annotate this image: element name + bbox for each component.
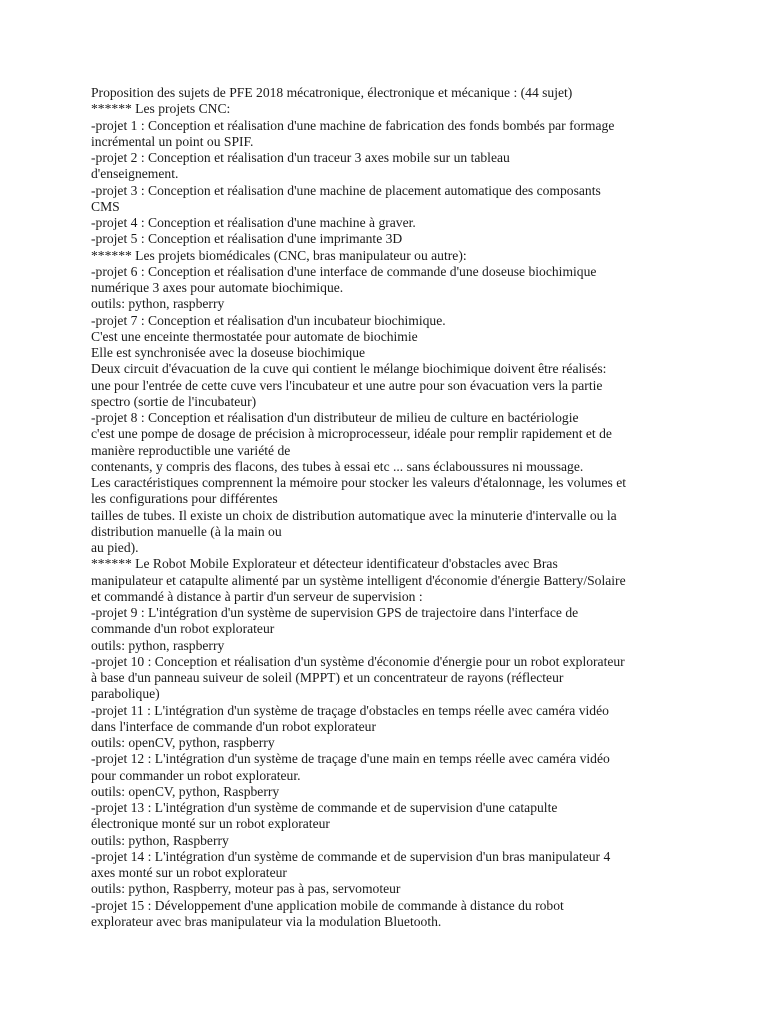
text-line: outils: python, Raspberry <box>91 832 229 848</box>
text-line: CMS <box>91 198 120 214</box>
text-line: outils: python, raspberry <box>91 637 225 653</box>
text-line: -projet 10 : Conception et réalisation d'un système d'économie d'énergie pour un robot explorateur <box>91 653 625 669</box>
text-line: électronique monté sur un robot explorateur <box>91 816 330 832</box>
text-line: -projet 8 : Conception et réalisation d'un distributeur de milieu de culture en bactériologie <box>91 410 579 425</box>
text-line: une pour l'entrée de cette cuve vers l'incubateur et une autre pour son évacuation vers la partie <box>91 377 603 393</box>
text-line: Les caractéristiques comprennent la mémoire pour stocker les valeurs d'étalonnage, les volumes et <box>91 475 627 490</box>
text-line: -projet 4 : Conception et réalisation d'une machine à graver. <box>91 215 416 230</box>
text-line: d'enseignement. <box>91 166 179 182</box>
text-line: -projet 14 : L'intégration d'un système de commande et de supervision d'un bras manipulateur 4 <box>91 848 611 864</box>
text-line: outils: python, Raspberry, moteur pas à pas, servomoteur <box>91 881 401 897</box>
text-line: pour commander un robot explorateur. <box>91 767 301 783</box>
text-line: Proposition des sujets de PFE 2018 mécatronique, électronique et mécanique : (44 sujet) <box>91 85 573 100</box>
text-line: -projet 11 : L'intégration d'un système de traçage d'obstacles en temps réelle avec caméra vidéo <box>91 702 609 718</box>
text-line: -projet 12 : L'intégration d'un système de traçage d'une main en temps réelle avec caméra vidéo <box>91 751 610 767</box>
text-line: ****** Les projets CNC: <box>91 101 231 117</box>
text-line: incrémental un point ou SPIF. <box>91 133 254 149</box>
text-line: Deux circuit d'évacuation de la cuve qui contient le mélange biochimique doivent être réalisés: <box>91 361 607 377</box>
text-line: distribution manuelle (à la main ou <box>91 523 282 539</box>
text-line: outils: openCV, python, raspberry <box>91 735 275 750</box>
document-body <box>91 85 711 930</box>
text-line: les configurations pour différentes <box>91 491 278 507</box>
text-line: c'est une pompe de dosage de précision à microprocesseur, idéale pour remplir rapidement et de <box>91 426 612 442</box>
text-line: -projet 9 : L'intégration d'un système de supervision GPS de trajectoire dans l'interface de <box>91 605 579 620</box>
text-line: Elle est synchronisée avec la doseuse biochimique <box>91 345 366 360</box>
text-line: à base d'un panneau suiveur de soleil (MPPT) et un concentrateur de rayons (réflecteur <box>91 670 564 685</box>
text-line: -projet 13 : L'intégration d'un système de commande et de supervision d'une catapulte <box>91 800 558 815</box>
text-line: -projet 7 : Conception et réalisation d'un incubateur biochimique. <box>91 312 446 328</box>
text-line: -projet 6 : Conception et réalisation d'une interface de commande d'une doseuse biochimique <box>91 263 597 279</box>
text-line: outils: openCV, python, Raspberry <box>91 783 280 799</box>
text-line: commande d'un robot explorateur <box>91 621 275 637</box>
text-line: ****** Les projets biomédicales (CNC, bras manipulateur ou autre): <box>91 247 467 263</box>
text-line: manière reproductible une variété de <box>91 442 291 458</box>
text-line: parabolique) <box>91 686 160 702</box>
text-line: et commandé à distance à partir d'un serveur de supervision : <box>91 588 423 604</box>
text-line: manipulateur et catapulte alimenté par un système intelligent d'économie d'énergie Battery/Solaire <box>91 572 626 588</box>
text-line: spectro (sortie de l'incubateur) <box>91 393 257 409</box>
text-line: -projet 1 : Conception et réalisation d'une machine de fabrication des fonds bombés par formage <box>91 117 615 133</box>
text-line: C'est une enceinte thermostatée pour automate de biochimie <box>91 328 418 344</box>
text-line: tailles de tubes. Il existe un choix de distribution automatique avec la minuterie d'intervalle ou la <box>91 507 617 523</box>
text-line: axes monté sur un robot explorateur <box>91 865 287 880</box>
text-line: numérique 3 axes pour automate biochimique. <box>91 280 344 295</box>
text-line: -projet 15 : Développement d'une application mobile de commande à distance du robot <box>91 897 564 913</box>
text-line: ****** Le Robot Mobile Explorateur et détecteur identificateur d'obstacles avec Bras <box>91 556 558 572</box>
text-line: -projet 5 : Conception et réalisation d'une imprimante 3D <box>91 231 403 247</box>
text-line: au pied). <box>91 540 139 555</box>
text-line: explorateur avec bras manipulateur via la modulation Bluetooth. <box>91 913 442 929</box>
text-line: outils: python, raspberry <box>91 296 225 312</box>
text-line: dans l'interface de commande d'un robot explorateur <box>91 718 376 734</box>
text-line: contenants, y compris des flacons, des tubes à essai etc ... sans éclaboussures ni moussage. <box>91 458 584 474</box>
text-line: -projet 3 : Conception et réalisation d'une machine de placement automatique des composants <box>91 182 601 198</box>
text-line: -projet 2 : Conception et réalisation d'un traceur 3 axes mobile sur un tableau <box>91 150 510 165</box>
